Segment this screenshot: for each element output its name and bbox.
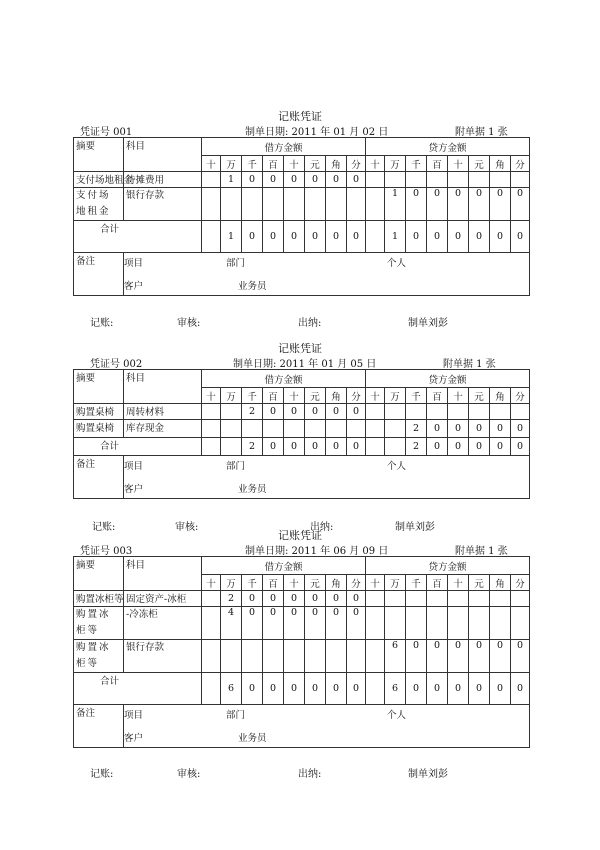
digit-header: 十 <box>284 388 305 404</box>
digit-header: 百 <box>263 156 284 172</box>
total-credit-digit: 0 <box>511 221 530 253</box>
total-debit-digit: 0 <box>263 221 284 253</box>
credit-digit <box>427 607 448 640</box>
credit-digit <box>406 607 427 640</box>
digit-header: 分 <box>347 156 366 172</box>
credit-digit <box>511 404 530 420</box>
credit-digit: 0 <box>511 188 530 221</box>
total-debit-digit <box>202 438 221 456</box>
credit-digit: 1 <box>385 188 406 221</box>
debit-digit: 0 <box>347 404 366 420</box>
credit-digit: 0 <box>427 640 448 673</box>
total-credit-digit: 2 <box>406 438 427 456</box>
credit-digit: 0 <box>427 420 448 438</box>
debit-digit <box>263 188 284 221</box>
voucher-title: 记账凭证 <box>278 529 322 542</box>
entry-account: 银行存款 <box>124 188 202 221</box>
debit-digit <box>263 420 284 438</box>
entry-account: 银行存款 <box>124 640 202 673</box>
entry-summary: 购置桌椅 <box>74 404 124 420</box>
debit-digit <box>221 420 242 438</box>
digit-header: 元 <box>305 388 326 404</box>
debit-digit <box>305 188 326 221</box>
total-credit-digit: 0 <box>427 438 448 456</box>
credit-digit <box>427 404 448 420</box>
credit-digit <box>366 420 385 438</box>
digit-header: 十 <box>366 575 385 591</box>
total-debit-digit: 0 <box>305 221 326 253</box>
credit-digit: 2 <box>406 420 427 438</box>
debit-digit <box>284 420 305 438</box>
total-debit-digit: 0 <box>326 673 347 705</box>
remarks-department: 部门 <box>226 258 246 269</box>
bookkeeper-label: 记账: <box>92 522 116 533</box>
entry-summary: 购置冰柜等 <box>74 607 124 640</box>
voucher-date: 制单日期: 2011 年 01 月 02 日 <box>245 127 389 138</box>
total-credit-digit: 0 <box>406 673 427 705</box>
digit-header: 万 <box>221 388 242 404</box>
credit-digit <box>366 172 385 188</box>
digit-header: 百 <box>427 156 448 172</box>
debit-digit: 0 <box>305 591 326 607</box>
summary-header: 摘要 <box>74 138 124 172</box>
preparer-label: 制单刘彭 <box>395 522 435 533</box>
total-credit-digit <box>366 438 385 456</box>
credit-header: 贷方金额 <box>366 370 530 388</box>
credit-digit: 0 <box>406 188 427 221</box>
entry-summary: 购置冰柜等 <box>74 591 124 607</box>
remarks-project: 项目 <box>124 258 144 269</box>
debit-digit: 0 <box>242 591 263 607</box>
debit-digit <box>326 188 347 221</box>
credit-digit <box>490 404 511 420</box>
debit-digit: 0 <box>263 404 284 420</box>
credit-digit: 0 <box>469 420 490 438</box>
total-label: 合计 <box>74 438 202 456</box>
credit-header: 贷方金额 <box>366 138 530 156</box>
total-credit-digit: 0 <box>427 673 448 705</box>
remarks-customer: 客户 <box>124 484 144 495</box>
debit-digit <box>242 188 263 221</box>
total-debit-digit: 0 <box>347 438 366 456</box>
credit-digit <box>406 172 427 188</box>
total-debit-digit: 0 <box>347 673 366 705</box>
account-header: 科目 <box>124 557 202 591</box>
credit-digit <box>366 591 385 607</box>
digit-header: 千 <box>242 388 263 404</box>
debit-digit <box>242 640 263 673</box>
total-credit-digit: 0 <box>448 221 469 253</box>
entry-account: 周转材料 <box>124 404 202 420</box>
total-debit-digit: 0 <box>263 438 284 456</box>
digit-header: 千 <box>242 575 263 591</box>
debit-digit: 0 <box>326 172 347 188</box>
entry-account: 待摊费用 <box>124 172 202 188</box>
entry-account: -冷冻柜 <box>124 607 202 640</box>
debit-digit <box>242 420 263 438</box>
digit-header: 角 <box>326 156 347 172</box>
debit-digit <box>221 404 242 420</box>
total-debit-digit: 0 <box>242 221 263 253</box>
credit-digit <box>366 607 385 640</box>
digit-header: 分 <box>347 388 366 404</box>
debit-digit: 0 <box>284 607 305 640</box>
credit-digit: 0 <box>469 188 490 221</box>
account-header: 科目 <box>124 138 202 172</box>
debit-digit: 0 <box>305 172 326 188</box>
credit-digit <box>448 404 469 420</box>
debit-digit <box>202 591 221 607</box>
remarks-project: 项目 <box>124 461 144 472</box>
total-debit-digit: 0 <box>284 221 305 253</box>
debit-digit <box>202 188 221 221</box>
credit-digit <box>385 420 406 438</box>
total-debit-digit: 0 <box>284 438 305 456</box>
credit-digit: 0 <box>448 420 469 438</box>
entry-summary: 购置桌椅 <box>74 420 124 438</box>
summary-header: 摘要 <box>74 370 124 404</box>
entry-summary: 支付场地租金 <box>74 188 124 221</box>
credit-digit <box>511 172 530 188</box>
debit-header: 借方金额 <box>202 557 366 575</box>
credit-digit: 0 <box>448 640 469 673</box>
debit-digit: 0 <box>326 607 347 640</box>
remarks-salesperson: 业务员 <box>238 733 267 744</box>
credit-digit: 0 <box>511 640 530 673</box>
debit-digit: 0 <box>242 172 263 188</box>
digit-header: 千 <box>406 575 427 591</box>
cashier-label: 出纳: <box>298 769 322 780</box>
debit-digit <box>202 420 221 438</box>
digit-header: 分 <box>511 575 530 591</box>
digit-header: 十 <box>284 575 305 591</box>
voucher-number: 凭证号 002 <box>90 359 143 370</box>
total-debit-digit <box>202 221 221 253</box>
credit-digit <box>469 607 490 640</box>
credit-digit <box>469 404 490 420</box>
credit-digit <box>490 591 511 607</box>
debit-digit: 0 <box>284 591 305 607</box>
debit-digit <box>202 404 221 420</box>
digit-header: 十 <box>448 156 469 172</box>
total-debit-digit: 2 <box>242 438 263 456</box>
digit-header: 十 <box>448 575 469 591</box>
total-credit-digit: 0 <box>511 438 530 456</box>
credit-digit <box>490 172 511 188</box>
credit-digit <box>427 591 448 607</box>
digit-header: 万 <box>221 575 242 591</box>
remarks-customer: 客户 <box>124 281 144 292</box>
debit-digit <box>326 420 347 438</box>
credit-digit <box>511 591 530 607</box>
debit-digit <box>263 640 284 673</box>
digit-header: 分 <box>511 156 530 172</box>
digit-header: 角 <box>490 388 511 404</box>
digit-header: 十 <box>202 575 221 591</box>
remarks-salesperson: 业务员 <box>238 281 267 292</box>
preparer-label: 制单刘彭 <box>408 769 448 780</box>
attachments-count: 附单据 1 张 <box>455 546 508 557</box>
digit-header: 千 <box>406 156 427 172</box>
credit-digit <box>448 591 469 607</box>
voucher-date: 制单日期: 2011 年 01 月 05 日 <box>233 359 377 370</box>
total-debit-digit: 0 <box>326 221 347 253</box>
digit-header: 百 <box>263 388 284 404</box>
debit-digit <box>305 640 326 673</box>
digit-header: 元 <box>469 575 490 591</box>
debit-digit: 0 <box>347 172 366 188</box>
digit-header: 十 <box>448 388 469 404</box>
remarks-person: 个人 <box>387 258 407 269</box>
credit-digit <box>448 172 469 188</box>
debit-digit <box>326 640 347 673</box>
debit-digit <box>305 420 326 438</box>
digit-header: 十 <box>202 156 221 172</box>
digit-header: 百 <box>263 575 284 591</box>
remarks-person: 个人 <box>387 461 407 472</box>
voucher-title: 记账凭证 <box>278 110 322 123</box>
digit-header: 万 <box>385 388 406 404</box>
debit-digit: 2 <box>221 591 242 607</box>
total-credit-digit: 0 <box>448 438 469 456</box>
digit-header: 元 <box>305 575 326 591</box>
auditor-label: 审核: <box>177 769 201 780</box>
total-credit-digit <box>385 438 406 456</box>
digit-header: 千 <box>406 388 427 404</box>
total-debit-digit: 0 <box>242 673 263 705</box>
remarks-person: 个人 <box>387 710 407 721</box>
total-credit-digit: 6 <box>385 673 406 705</box>
total-debit-digit <box>202 673 221 705</box>
debit-digit <box>347 420 366 438</box>
debit-digit: 0 <box>347 607 366 640</box>
credit-digit <box>490 607 511 640</box>
digit-header: 千 <box>242 156 263 172</box>
total-credit-digit: 1 <box>385 221 406 253</box>
total-credit-digit: 0 <box>490 221 511 253</box>
debit-digit <box>202 607 221 640</box>
credit-digit <box>469 172 490 188</box>
total-debit-digit: 6 <box>221 673 242 705</box>
debit-digit: 0 <box>305 404 326 420</box>
voucher-number: 凭证号 003 <box>80 546 133 557</box>
digit-header: 百 <box>427 575 448 591</box>
credit-digit <box>366 404 385 420</box>
credit-digit: 0 <box>448 188 469 221</box>
digit-header: 分 <box>347 575 366 591</box>
credit-digit: 0 <box>511 420 530 438</box>
auditor-label: 审核: <box>177 318 201 329</box>
cashier-label: 出纳: <box>310 522 334 533</box>
total-debit-digit <box>221 438 242 456</box>
total-credit-digit: 0 <box>469 221 490 253</box>
debit-digit: 0 <box>263 172 284 188</box>
debit-header: 借方金额 <box>202 138 366 156</box>
voucher-number: 凭证号 001 <box>80 127 133 138</box>
digit-header: 元 <box>469 388 490 404</box>
debit-digit: 0 <box>263 591 284 607</box>
debit-digit <box>221 188 242 221</box>
voucher-date: 制单日期: 2011 年 06 月 09 日 <box>245 546 389 557</box>
digit-header: 万 <box>385 156 406 172</box>
remarks-cell <box>124 253 530 296</box>
debit-digit <box>202 640 221 673</box>
entry-summary: 购置冰柜等 <box>74 640 124 673</box>
debit-digit <box>347 640 366 673</box>
entry-account: 固定资产-冰柜 <box>124 591 202 607</box>
entry-account: 库存现金 <box>124 420 202 438</box>
credit-header: 贷方金额 <box>366 557 530 575</box>
debit-digit: 4 <box>221 607 242 640</box>
debit-digit: 0 <box>284 172 305 188</box>
debit-digit: 0 <box>284 404 305 420</box>
digit-header: 十 <box>366 388 385 404</box>
digit-header: 百 <box>427 388 448 404</box>
debit-header: 借方金额 <box>202 370 366 388</box>
total-credit-digit: 0 <box>448 673 469 705</box>
bookkeeper-label: 记账: <box>90 769 114 780</box>
credit-digit: 0 <box>469 640 490 673</box>
summary-header: 摘要 <box>74 557 124 591</box>
total-debit-digit: 0 <box>326 438 347 456</box>
digit-header: 元 <box>305 156 326 172</box>
debit-digit: 2 <box>242 404 263 420</box>
total-credit-digit: 0 <box>406 221 427 253</box>
credit-digit <box>385 404 406 420</box>
remarks-customer: 客户 <box>124 733 144 744</box>
total-credit-digit: 0 <box>469 673 490 705</box>
total-debit-digit: 1 <box>221 221 242 253</box>
debit-digit <box>347 188 366 221</box>
total-credit-digit: 0 <box>490 438 511 456</box>
cashier-label: 出纳: <box>298 318 322 329</box>
remarks-department: 部门 <box>226 461 246 472</box>
total-credit-digit: 0 <box>490 673 511 705</box>
remarks-department: 部门 <box>226 710 246 721</box>
debit-digit <box>221 640 242 673</box>
debit-digit: 0 <box>305 607 326 640</box>
preparer-label: 制单刘彭 <box>408 318 448 329</box>
total-credit-digit: 0 <box>427 221 448 253</box>
credit-digit <box>366 188 385 221</box>
debit-digit: 0 <box>347 591 366 607</box>
digit-header: 角 <box>326 575 347 591</box>
entry-summary: 支付场地租金 <box>74 172 124 188</box>
digit-header: 分 <box>511 388 530 404</box>
total-label: 合计 <box>74 221 202 253</box>
debit-digit: 1 <box>221 172 242 188</box>
remarks-label: 备注 <box>74 456 124 499</box>
total-credit-digit <box>366 221 385 253</box>
total-debit-digit: 0 <box>347 221 366 253</box>
remarks-label: 备注 <box>74 253 124 296</box>
remarks-cell <box>124 705 530 748</box>
remarks-salesperson: 业务员 <box>238 484 267 495</box>
debit-digit <box>284 640 305 673</box>
digit-header: 角 <box>326 388 347 404</box>
voucher-title: 记账凭证 <box>278 342 322 355</box>
digit-header: 元 <box>469 156 490 172</box>
total-debit-digit: 0 <box>305 438 326 456</box>
credit-digit: 0 <box>490 640 511 673</box>
credit-digit <box>469 591 490 607</box>
credit-digit <box>427 172 448 188</box>
remarks-cell <box>124 456 530 499</box>
remarks-label: 备注 <box>74 705 124 748</box>
debit-digit: 0 <box>242 607 263 640</box>
digit-header: 万 <box>385 575 406 591</box>
debit-digit: 0 <box>326 591 347 607</box>
credit-digit <box>385 607 406 640</box>
attachments-count: 附单据 1 张 <box>443 359 496 370</box>
credit-digit: 0 <box>427 188 448 221</box>
digit-header: 十 <box>366 156 385 172</box>
total-debit-digit: 0 <box>284 673 305 705</box>
attachments-count: 附单据 1 张 <box>455 127 508 138</box>
voucher-table <box>73 137 530 296</box>
total-credit-digit: 0 <box>511 673 530 705</box>
voucher-table <box>73 369 530 499</box>
credit-digit: 6 <box>385 640 406 673</box>
credit-digit <box>406 591 427 607</box>
bookkeeper-label: 记账: <box>90 318 114 329</box>
digit-header: 角 <box>490 156 511 172</box>
total-credit-digit: 0 <box>469 438 490 456</box>
digit-header: 万 <box>221 156 242 172</box>
digit-header: 十 <box>284 156 305 172</box>
credit-digit <box>406 404 427 420</box>
digit-header: 十 <box>202 388 221 404</box>
debit-digit: 0 <box>263 607 284 640</box>
auditor-label: 审核: <box>175 522 199 533</box>
credit-digit <box>385 591 406 607</box>
credit-digit <box>511 607 530 640</box>
credit-digit <box>385 172 406 188</box>
debit-digit <box>284 188 305 221</box>
credit-digit: 0 <box>490 188 511 221</box>
total-debit-digit: 0 <box>305 673 326 705</box>
account-header: 科目 <box>124 370 202 404</box>
credit-digit <box>366 640 385 673</box>
credit-digit <box>448 607 469 640</box>
credit-digit: 0 <box>490 420 511 438</box>
total-debit-digit: 0 <box>263 673 284 705</box>
debit-digit: 0 <box>326 404 347 420</box>
credit-digit: 0 <box>406 640 427 673</box>
remarks-project: 项目 <box>124 710 144 721</box>
total-credit-digit <box>366 673 385 705</box>
total-label: 合计 <box>74 673 202 705</box>
digit-header: 角 <box>490 575 511 591</box>
debit-digit <box>202 172 221 188</box>
voucher-table <box>73 556 530 748</box>
